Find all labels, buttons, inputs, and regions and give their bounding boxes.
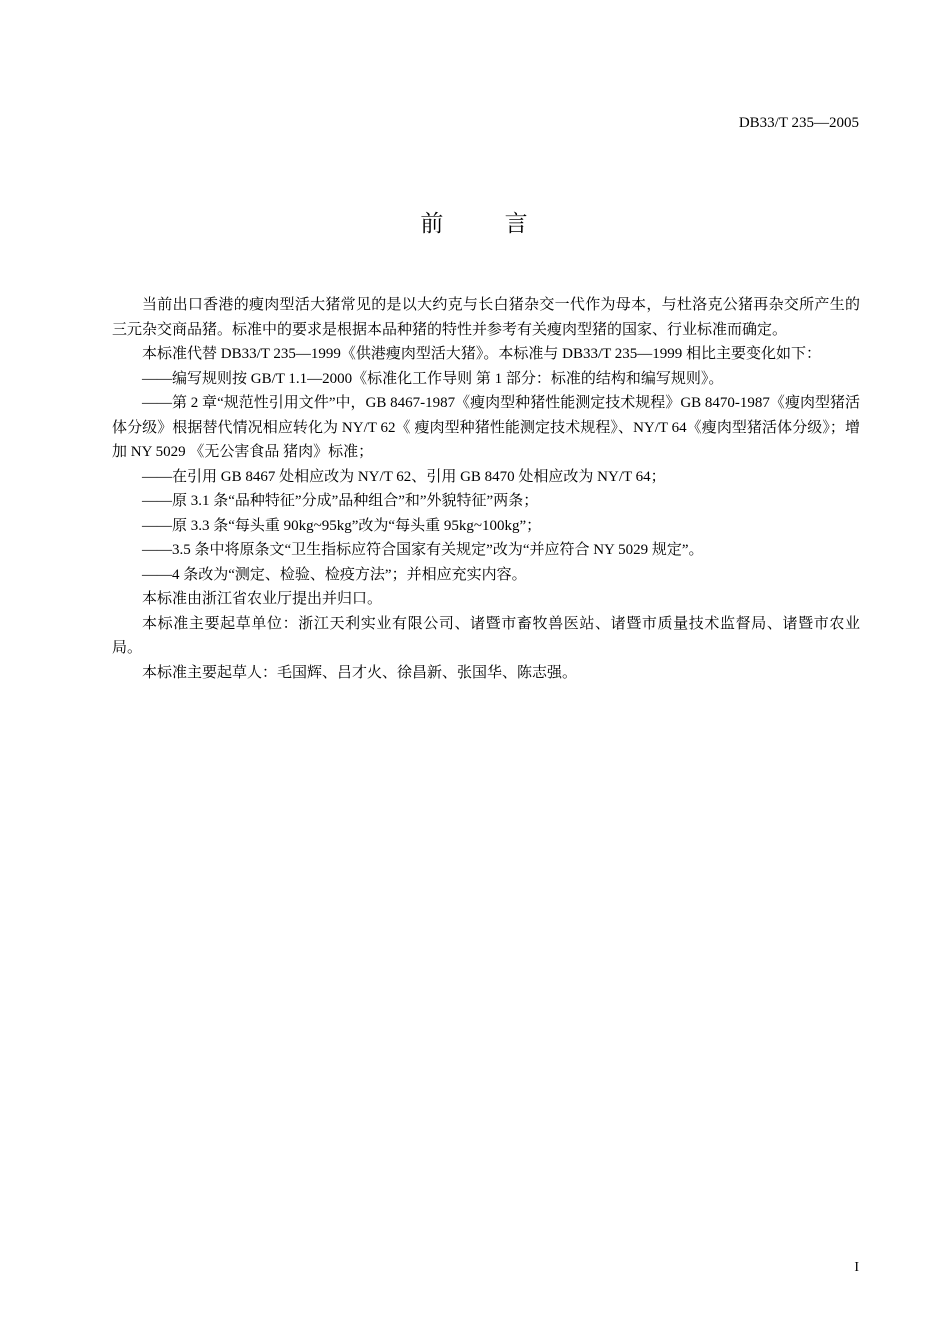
change-item-drafting-rules: ——编写规则按 GB/T 1.1—2000《标准化工作导则 第 1 部分：标准的结构和编写规则》。 <box>142 370 724 387</box>
paragraph-proposer: 本标准由浙江省农业厅提出并归口。 <box>142 591 383 607</box>
change-item-normative-references: ——第 2 章“规范性引用文件”中，GB 8467-1987《瘦肉型种猪性能测定技术规程》GB 8470-1987《瘦肉型猪活体分级》根据替代情况相应转化为 NY/T 62《 瘦肉型种猪性能测定技术规程》、NY/T 64《瘦肉型猪活体分级》；增加 NY 5029 《无公害食品 猪肉》标准； <box>112 395 860 460</box>
paragraph-drafters: 本标准主要起草人：毛国辉、吕才火、徐昌新、张国华、陈志强。 <box>142 664 578 681</box>
change-item-reference-update: ——在引用 GB 8467 处相应改为 NY/T 62、引用 GB 8470 处相应改为 NY/T 64； <box>142 468 666 485</box>
foreword-body <box>112 293 860 685</box>
paragraph-drafting-units: 本标准主要起草单位：浙江天利实业有限公司、诸暨市畜牧兽医站、诸暨市质量技术监督局、诸暨市农业局。 <box>112 615 860 656</box>
change-item-clause-3-3: ——原 3.3 条“每头重 90kg~95kg”改为“每头重 95kg~100kg”； <box>142 517 542 534</box>
document-code: DB33/T 235—2005 <box>738 115 859 131</box>
page-title: 前 言 <box>420 211 530 237</box>
change-item-clause-4: ——4 条改为“测定、检验、检疫方法”；并相应充实内容。 <box>142 566 527 583</box>
page-number: I <box>854 1260 859 1275</box>
change-item-clause-3-5: ——3.5 条中将原条文“卫生指标应符合国家有关规定”改为“并应符合 NY 5029 规定”。 <box>142 542 704 558</box>
paragraph-replacement: 本标准代替 DB33/T 235—1999《供港瘦肉型活大猪》。本标准与 DB33/T 235—1999 相比主要变化如下： <box>142 346 822 362</box>
paragraph-intro: 当前出口香港的瘦肉型活大猪常见的是以大约克与长白猪杂交一代作为母本，与杜洛克公猪再杂交所产生的三元杂交商品猪。标准中的要求是根据本品种猪的特性并参考有关瘦肉型猪的国家、行业标准而确定。 <box>112 297 860 338</box>
change-item-clause-3-1: ——原 3.1 条“品种特征”分成”品种组合”和”外貌特征”两条； <box>142 493 539 509</box>
